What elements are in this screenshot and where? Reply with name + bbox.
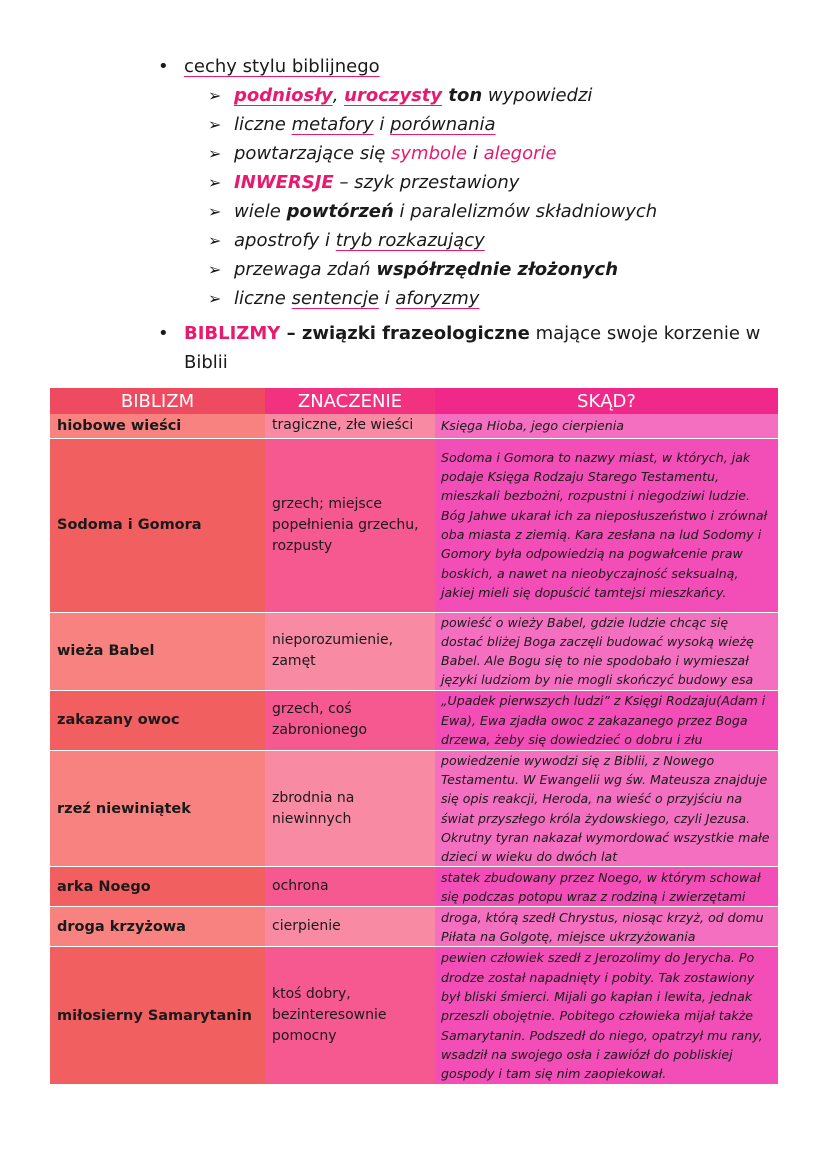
bullet-dot-icon: • [158,323,169,344]
cell-znaczenie: zbrodnia na niewinnych [265,750,435,867]
list-item [208,255,798,284]
cell-biblizm: hiobowe wieści [50,414,265,438]
cell-znaczenie: grzech, coś zabronionego [265,690,435,750]
list-item [208,139,798,168]
arrow-icon: ➢ [208,86,222,105]
table-row [50,438,778,612]
arrow-icon: ➢ [208,115,222,134]
header-skad: SKĄD? [435,388,778,414]
arrow-icon: ➢ [208,231,222,250]
bullet-biblizmy [158,319,798,377]
cell-biblizm: miłosierny Samarytanin [50,947,265,1085]
text-segment: aforyzmy [395,288,480,309]
sub-list [158,81,798,313]
text-segment: apostrofy i [234,230,336,251]
list-item [208,197,798,226]
table-row [50,947,778,1085]
text-segment: współrzędnie złożonych [376,259,619,280]
cell-skad: statek zbudowany przez Noego, w którym schował się podczas potopu wraz z rodziną i zwierzętami [435,867,778,907]
cell-skad: droga, którą szedł Chrystus, niosąc krzyż, od domu Piłata na Golgotę, miejsce ukrzyżowania [435,907,778,947]
arrow-icon: ➢ [208,144,222,163]
cell-skad: pewien człowiek szedł z Jerozolimy do Jerycha. Po drodze został napadnięty i pobity. Tak zostawiony był bliski śmierci. Mijali go kapłan i lewita, jednak przeszli obojętnie. Pobitego człowieka mijał także Samarytanin. Podszedł do niego, opatrzył mu rany, wsadził na swojego osła i zawiózł do pobliskiej gospody i tam się nim zaopiekował. [435,947,778,1085]
bullet-list [158,52,798,377]
cell-skad: Księga Hioba, jego cierpienia [435,414,778,438]
text-segment: metafory [291,114,374,135]
arrow-icon: ➢ [208,289,222,308]
bullet-style-features [158,52,798,81]
text-segment: INWERSJE [234,172,334,193]
text-segment: mające swoje korzenie w Biblii [184,323,761,373]
cell-skad: powiedzenie wywodzi się z Biblii, z Nowego Testamentu. W Ewangelii wg św. Mateusza znajduje się opis reakcji, Heroda, na wieść o przyjściu na świat przyszłego króla żydowskiego, czyli Jezusa. Okrutny tyran nakazał wymordować wszystkie małe dzieci w wieku do dwóch lat [435,750,778,867]
text-segment: tryb rozkazujący [335,230,485,251]
text-segment: przewaga zdań [234,259,377,280]
cell-biblizm: droga krzyżowa [50,907,265,947]
cell-skad: „Upadek pierwszych ludzi” z Księgi Rodzaju(Adam i Ewa), Ewa zjadła owoc z zakazanego przez Boga drzewa, żeby się dowiedzieć o dobru i złu [435,690,778,750]
text-segment: , [332,85,345,106]
cell-biblizm: arka Noego [50,867,265,907]
text-segment: uroczysty [344,85,443,106]
cell-biblizm: rzeź niewiniątek [50,750,265,867]
text-segment: podniosły [234,85,333,106]
text-segment: symbole [391,143,468,164]
text-segment: ton [442,85,483,106]
table-row [50,612,778,690]
text-segment: liczne [234,114,292,135]
cell-znaczenie: grzech; miejsce popełnienia grzechu, rozpusty [265,438,435,612]
text-segment: porównania [390,114,496,135]
text-segment: wiele [234,201,287,222]
list-item [208,81,798,110]
text-segment: i [373,114,391,135]
list-item [208,226,798,255]
table-row [50,907,778,947]
text-segment: – szyk przestawiony [333,172,520,193]
text-segment: alegorie [483,143,557,164]
list-item [208,110,798,139]
table-row [50,690,778,750]
text-segment: powtarzające się [234,143,392,164]
header-biblizm: BIBLIZM [50,388,265,414]
arrow-icon: ➢ [208,173,222,192]
text-segment: i paralelizmów składniowych [393,201,658,222]
cell-znaczenie: nieporozumienie, zamęt [265,612,435,690]
table-header-row [50,388,778,414]
text-segment: powtórzeń [286,201,394,222]
cell-skad: Sodoma i Gomora to nazwy miast, w których, jak podaje Księga Rodzaju Starego Testamentu, mieszkali bezbożni, rozpustni i niegodziwi ludzie. Bóg Jahwe ukarał ich za nieposłuszeństwo i zrównał oba miasta z ziemią. Kara zesłana na lud Sodomy i Gomory była odpowiedzią na pogwałcenie praw boskich, a nawet na nieobyczajność seksualną, jakiej mieli się dopuścić tamtejsi mieszkańcy. [435,438,778,612]
text-segment: sentencje [291,288,379,309]
cell-biblizm: Sodoma i Gomora [50,438,265,612]
cell-znaczenie: ochrona [265,867,435,907]
cell-znaczenie: tragiczne, złe wieści [265,414,435,438]
biblizmy-table [50,388,778,1085]
cell-biblizm: zakazany owoc [50,690,265,750]
cell-biblizm: wieża Babel [50,612,265,690]
text-segment: wypowiedzi [482,85,593,106]
arrow-icon: ➢ [208,202,222,221]
table-row [50,414,778,438]
cell-skad: powieść o wieży Babel, gdzie ludzie chcąc się dostać bliżej Boga zaczęli budować wysoką wieżę Babel. Ale Bogu się to nie spodobało i wymieszał języki ludziom by nie mogli skończyć budowy esa [435,612,778,690]
text-segment: związki frazeologiczne [301,323,530,344]
table-row [50,750,778,867]
list-item [208,168,798,197]
table-row [50,867,778,907]
text-segment: liczne [234,288,292,309]
bullet-dot-icon: • [158,56,169,77]
arrow-icon: ➢ [208,260,222,279]
text-segment: i [467,143,484,164]
text-segment: BIBLIZMY [184,323,281,344]
header-znaczenie: ZNACZENIE [265,388,435,414]
cell-znaczenie: cierpienie [265,907,435,947]
list-item [208,284,798,313]
cell-znaczenie: ktoś dobry, bezinteresownie pomocny [265,947,435,1085]
text-segment: i [378,288,396,309]
text-segment: – [280,323,302,344]
bullet-title: cechy stylu biblijnego [184,56,380,77]
